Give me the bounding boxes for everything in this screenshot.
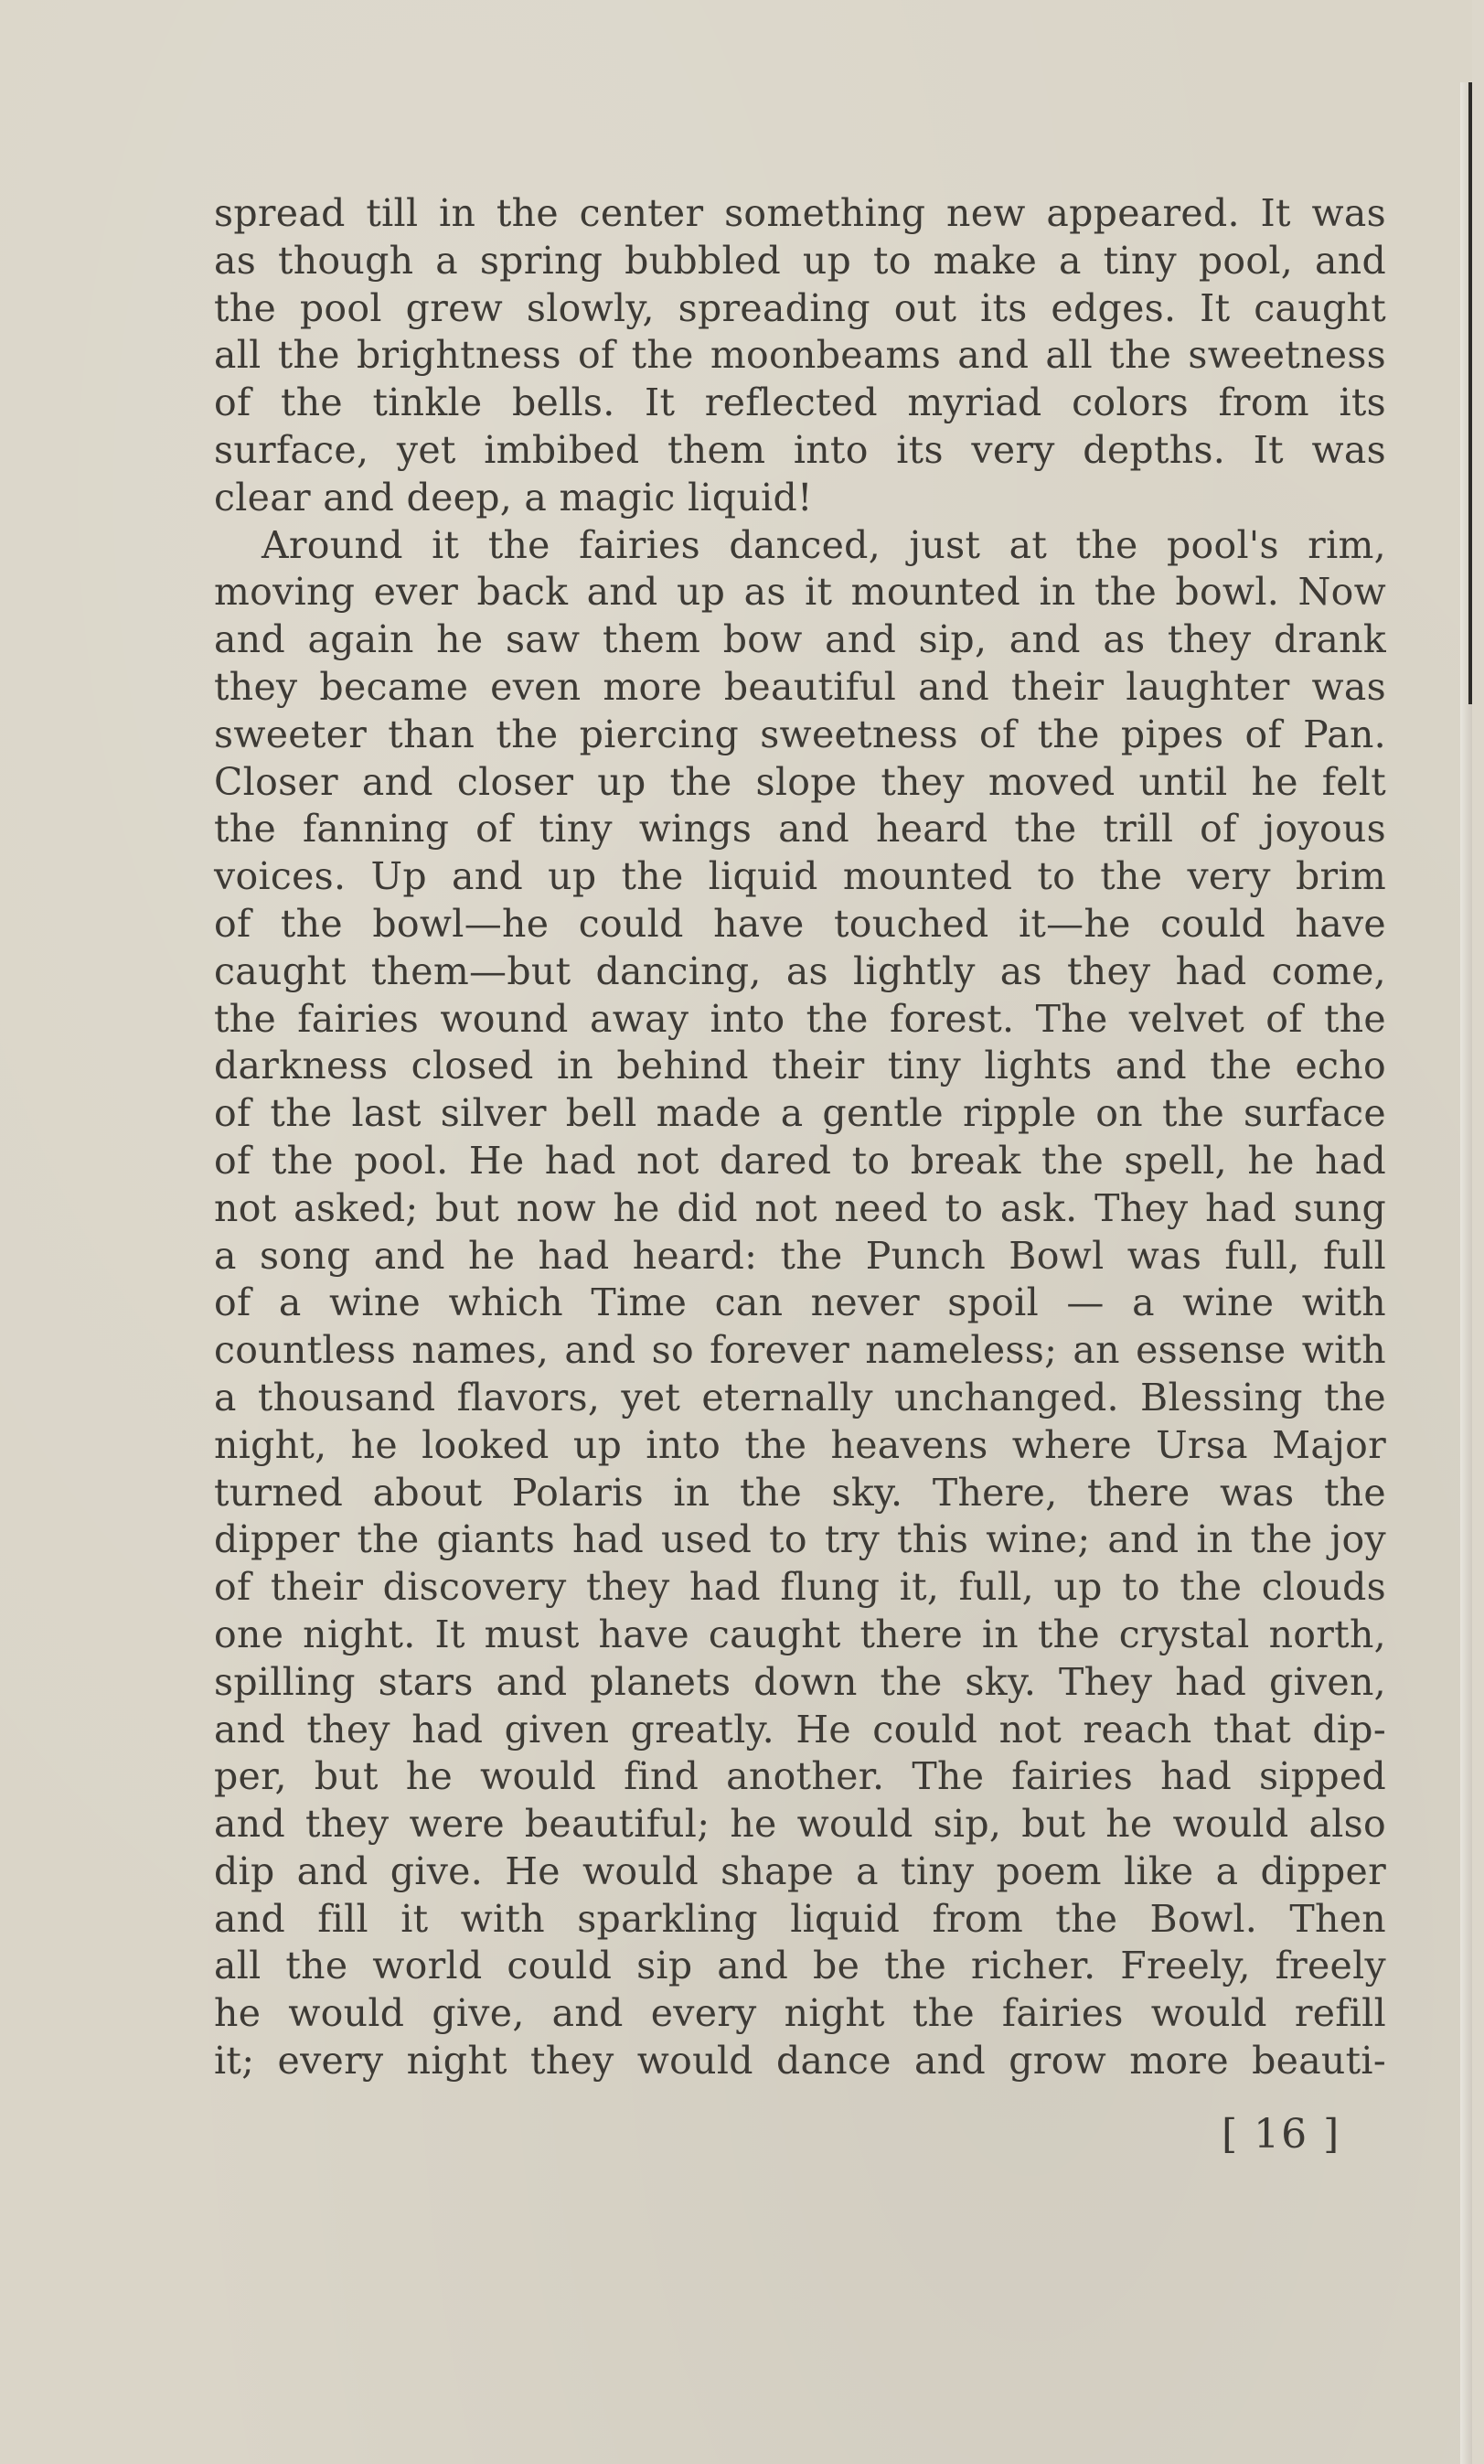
text-line: of the pool. He had not dared to break the spell, he had <box>214 1138 1386 1183</box>
text-line: spilling stars and planets down the sky. They had given, <box>214 1659 1386 1704</box>
text-line: all the world could sip and be the richer. Freely, freely <box>214 1944 1386 1988</box>
text-line: and fill it with sparkling liquid from the Bowl. Then <box>214 1896 1386 1941</box>
text-line: and they were beautiful; he would sip, but he would also <box>214 1802 1386 1847</box>
text-line: darkness closed in behind their tiny lights and the echo <box>214 1044 1386 1088</box>
page-edge-shadow <box>1468 82 1472 704</box>
text-line: Around it the fairies danced, just at the pool's rim, <box>262 522 1386 567</box>
text-line: one night. It must have caught there in the crystal north, <box>214 1612 1386 1656</box>
text-line: and they had given greatly. He could not reach that dip- <box>214 1707 1386 1752</box>
text-line: as though a spring bubbled up to make a tiny pool, and <box>214 238 1386 283</box>
text-line: dip and give. He would shape a tiny poem like a dipper <box>214 1848 1386 1893</box>
text-line: dipper the giants had used to try this wine; and in the joy <box>214 1517 1386 1562</box>
text-line: sweeter than the piercing sweetness of the pipes of Pan. <box>214 712 1386 756</box>
text-line: and again he saw them bow and sip, and as they drank <box>214 617 1386 662</box>
text-line: he would give, and every night the fairies would refill <box>214 1991 1386 2036</box>
text-line: a song and he had heard: the Punch Bowl was full, full <box>214 1233 1386 1278</box>
text-line: of a wine which Time can never spoil — a wine with <box>214 1280 1386 1325</box>
text-line: voices. Up and up the liquid mounted to the very brim <box>214 854 1386 899</box>
text-line: spread till in the center something new appeared. It was <box>214 191 1386 235</box>
text-line: moving ever back and up as it mounted in the bowl. Now <box>214 570 1386 615</box>
text-line: of the tinkle bells. It reflected myriad colors from its <box>214 380 1386 425</box>
text-line: per, but he would find another. The fairies had sipped <box>214 1754 1386 1799</box>
text-line: a thousand flavors, yet eternally unchanged. Blessing the <box>214 1375 1386 1419</box>
text-line: of the last silver bell made a gentle ripple on the surface <box>214 1091 1386 1136</box>
text-line: night, he looked up into the heavens where Ursa Major <box>214 1422 1386 1467</box>
body-text <box>214 190 1386 2085</box>
text-line: they became even more beautiful and their laughter was <box>214 664 1386 709</box>
text-line: Closer and closer up the slope they moved until he felt <box>214 759 1386 804</box>
text-line: the pool grew slowly, spreading out its edges. It caught <box>214 285 1386 330</box>
text-line: countless names, and so forever nameless; an essense with <box>214 1328 1386 1373</box>
text-line: all the brightness of the moonbeams and all the sweetness <box>214 333 1386 378</box>
text-line: surface, yet imbibed them into its very depths. It was <box>214 427 1386 472</box>
text-line: of the bowl—he could have touched it—he could have <box>214 901 1386 946</box>
text-line: clear and deep, a magic liquid! <box>214 475 813 520</box>
page-number: [ 16 ] <box>1222 2111 1341 2158</box>
text-line: it; every night they would dance and grow more beauti- <box>214 2039 1386 2084</box>
text-line: not asked; but now he did not need to ask. They had sung <box>214 1185 1386 1230</box>
text-line: the fanning of tiny wings and heard the trill of joyous <box>214 807 1386 852</box>
text-line: turned about Polaris in the sky. There, there was the <box>214 1470 1386 1515</box>
text-line: caught them—but dancing, as lightly as they had come, <box>214 948 1386 993</box>
text-line: of their discovery they had flung it, full, up to the clouds <box>214 1565 1386 1610</box>
text-line: the fairies wound away into the forest. The velvet of the <box>214 996 1386 1041</box>
